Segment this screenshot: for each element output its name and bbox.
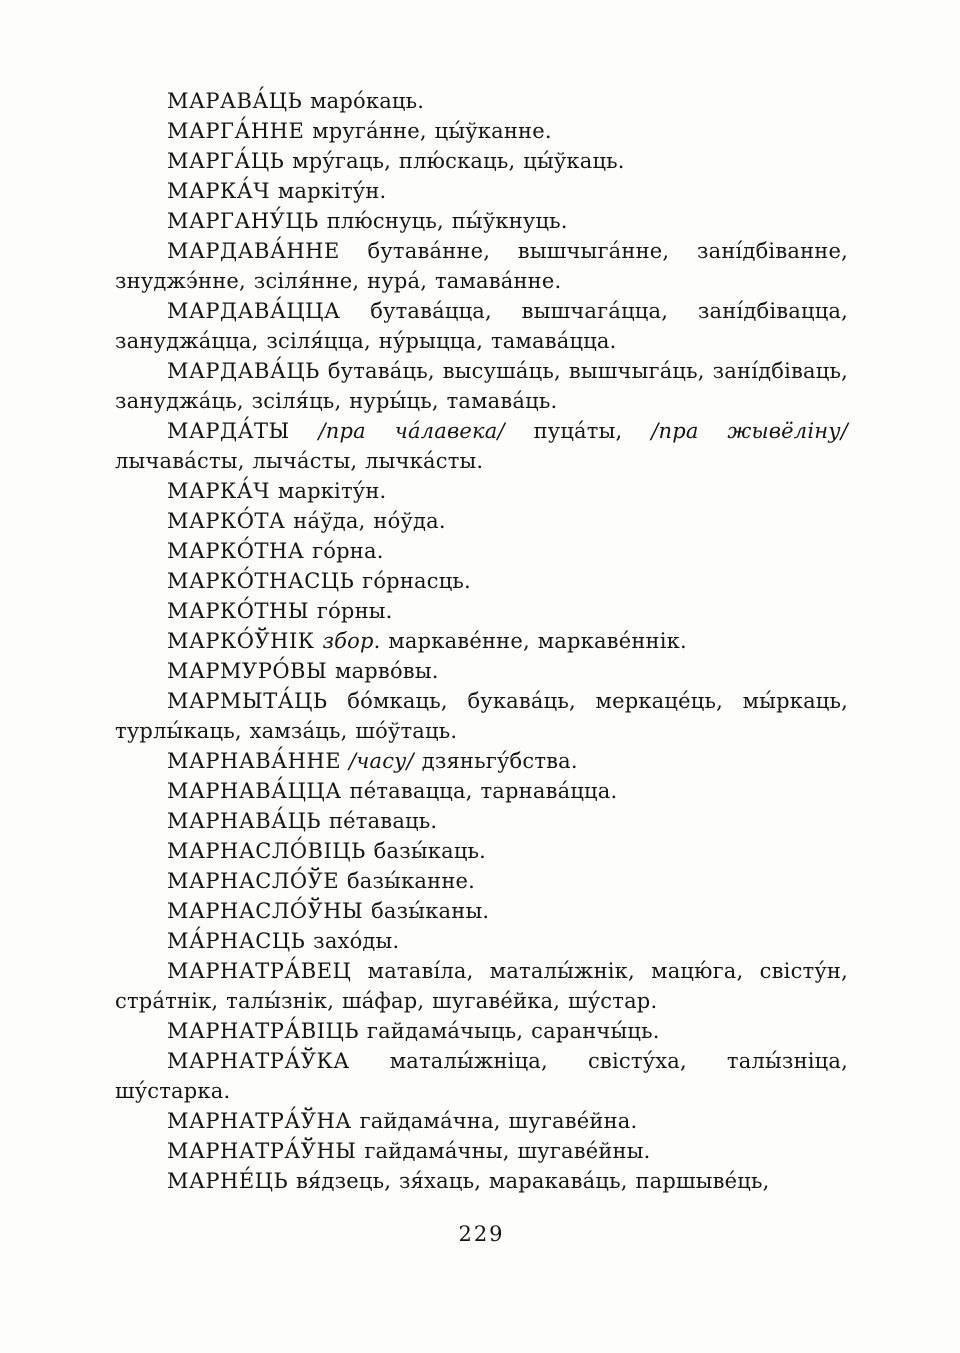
dictionary-entry xyxy=(115,1046,848,1106)
dictionary-entry xyxy=(115,116,848,146)
entry-headword: МАРКА́Ч xyxy=(167,479,270,503)
dictionary-entry xyxy=(115,356,848,416)
entry-text: плю́снуць, пы́ўкнуць. xyxy=(318,209,568,233)
entry-headword: МАРДАВА́ЦЬ xyxy=(167,359,320,383)
dictionary-entry xyxy=(115,536,848,566)
dictionary-entry xyxy=(115,836,848,866)
entry-text: маркіту́н. xyxy=(269,479,387,503)
entry-text: гайдама́чна, шугаве́йна. xyxy=(351,1109,638,1133)
entry-headword: МАРКО́ТНА xyxy=(167,539,305,563)
entry-text: маро́каць. xyxy=(302,89,425,113)
dictionary-entry xyxy=(115,296,848,356)
dictionary-entry xyxy=(115,956,848,1016)
dictionary-entry xyxy=(115,896,848,926)
dictionary-entry xyxy=(115,656,848,686)
entry-headword: МАРКО́ЎНІК xyxy=(167,629,315,653)
entry-headword: МАРКО́ТНАСЦЬ xyxy=(167,569,355,593)
entry-headword: МАРМЫТА́ЦЬ xyxy=(167,689,328,713)
entry-text: бо́мкаць, букава́ць, меркаце́ць, мы́ркаць, турлы́каць, хамза́ць, шо́ўтаць. xyxy=(115,689,848,743)
dictionary-entry xyxy=(115,86,848,116)
entry-text: мруга́нне, цы́ўканне. xyxy=(304,119,552,143)
entry-text: /пра ча́лавека/ xyxy=(318,419,505,443)
dictionary-entry xyxy=(115,806,848,836)
entry-text: маркаве́нне, маркаве́ннік. xyxy=(380,629,687,653)
entry-text: пе́тавацца, тарнава́цца. xyxy=(341,779,618,803)
entry-headword: МАРНАСЛО́ЎЕ xyxy=(167,869,340,893)
dictionary-entry xyxy=(115,1016,848,1046)
entry-headword: МАРКА́Ч xyxy=(167,179,270,203)
entry-text: базы́канне. xyxy=(339,869,476,893)
entry-text: вя́дзець, зя́хаць, маракава́ць, паршыве́ць, xyxy=(288,1169,770,1193)
page-number: 229 xyxy=(458,1222,505,1246)
entry-text xyxy=(290,419,319,443)
entry-text: маркіту́н. xyxy=(269,179,387,203)
dictionary-entry xyxy=(115,1106,848,1136)
entry-text: збор. xyxy=(322,629,381,653)
entry-headword: МАРНАТРА́ЎКА xyxy=(167,1049,350,1073)
entry-headword: МАРНАСЛО́ЎНЫ xyxy=(167,899,364,923)
entry-text: на́ўда, но́ўда. xyxy=(285,509,446,533)
entry-text: захо́ды. xyxy=(305,929,400,953)
dictionary-entry xyxy=(115,686,848,746)
dictionary-entry xyxy=(115,1136,848,1166)
entry-headword: МАРКО́ТНЫ xyxy=(167,599,309,623)
dictionary-entry xyxy=(115,1166,848,1196)
entry-text: базы́каць. xyxy=(365,839,487,863)
dictionary-entry xyxy=(115,416,848,476)
dictionary-entry xyxy=(115,926,848,956)
entry-text: пуца́ты, xyxy=(504,419,652,443)
entry-text: /часу/ xyxy=(348,749,414,773)
entry-headword: МАРКО́ТА xyxy=(167,509,286,533)
entry-text: /пра жывёліну/ xyxy=(651,419,848,443)
dictionary-entry xyxy=(115,746,848,776)
entry-text: гайдама́чны, шугаве́йны. xyxy=(356,1139,651,1163)
entry-text: го́рны. xyxy=(309,599,393,623)
entry-text: го́рнасць. xyxy=(354,569,471,593)
dictionary-entry xyxy=(115,776,848,806)
entry-headword: МАРГА́ЦЬ xyxy=(167,149,285,173)
dictionary-entry xyxy=(115,236,848,296)
entry-headword: МАРДАВА́ННЕ xyxy=(167,239,340,263)
dictionary-entry xyxy=(115,866,848,896)
entry-headword: МАРНАВА́ЦЦА xyxy=(167,779,342,803)
dictionary-entry xyxy=(115,476,848,506)
entry-headword: МАРНАТРА́ЎНЫ xyxy=(167,1139,357,1163)
entry-headword: МАРДАВА́ЦЦА xyxy=(167,299,341,323)
entry-text xyxy=(341,749,349,773)
entry-text: бутава́цца, вышчага́цца, зані́дбівацца, зануджа́цца, зсіля́цца, ну́рыцца, тамава́цца. xyxy=(115,299,848,353)
entry-text: базы́каны. xyxy=(363,899,490,923)
entry-headword: МАРГА́ННЕ xyxy=(167,119,305,143)
entry-headword: МАРГАНУ́ЦЬ xyxy=(167,209,319,233)
entry-text: бутава́нне, вышчыга́нне, зані́дбіванне, знуджэ́нне, зсіля́нне, нура́, тамава́нне. xyxy=(115,239,848,293)
entry-text: бутава́ць, высуша́ць, вышчыга́ць, зані́дбіваць, зануджа́ць, зсіля́ць, нуры́ць, тамава́ць. xyxy=(115,359,848,413)
dictionary-entry xyxy=(115,506,848,536)
entry-text: лычава́сты, лыча́сты, лычка́сты. xyxy=(115,449,484,473)
entry-text: гайдама́чыць, саранчы́ць. xyxy=(359,1019,660,1043)
entry-headword: МАРАВА́ЦЬ xyxy=(167,89,303,113)
entry-headword: МАРНАТРА́ВІЦЬ xyxy=(167,1019,359,1043)
dictionary-entry xyxy=(115,146,848,176)
dictionary-entry xyxy=(115,176,848,206)
entry-text: дзяньгу́бства. xyxy=(413,749,578,773)
entry-headword: МАРНАСЛО́ВІЦЬ xyxy=(167,839,366,863)
entry-headword: МАРДА́ТЫ xyxy=(167,419,290,443)
entry-headword: МА́РНАСЦЬ xyxy=(167,929,306,953)
entry-text: марво́вы. xyxy=(327,659,439,683)
dictionary-entry xyxy=(115,626,848,656)
entry-headword: МАРНЕ́ЦЬ xyxy=(167,1169,289,1193)
entry-text: го́рна. xyxy=(304,539,384,563)
entry-headword: МАРНАТРА́ВЕЦ xyxy=(167,959,352,983)
entry-headword: МАРНАВА́ННЕ xyxy=(167,749,342,773)
dictionary-entry xyxy=(115,206,848,236)
entry-text: маталы́жніца, свісту́ха, талы́зніца, шу́старка. xyxy=(115,1049,848,1103)
dictionary-entry xyxy=(115,596,848,626)
entry-headword: МАРМУРО́ВЫ xyxy=(167,659,328,683)
dictionary-entry xyxy=(115,566,848,596)
entry-text: матаві́ла, маталы́жнік, мацю́га, свісту́н, стра́тнік, талы́знік, ша́фар, шугаве́йка, шу́стар. xyxy=(115,959,848,1013)
entry-headword: МАРНАТРА́ЎНА xyxy=(167,1109,352,1133)
entry-text: пе́таваць. xyxy=(321,809,438,833)
entry-headword: МАРНАВА́ЦЬ xyxy=(167,809,322,833)
entries xyxy=(115,86,848,1196)
entry-text: мру́гаць, плю́скаць, цы́ўкаць. xyxy=(284,149,625,173)
